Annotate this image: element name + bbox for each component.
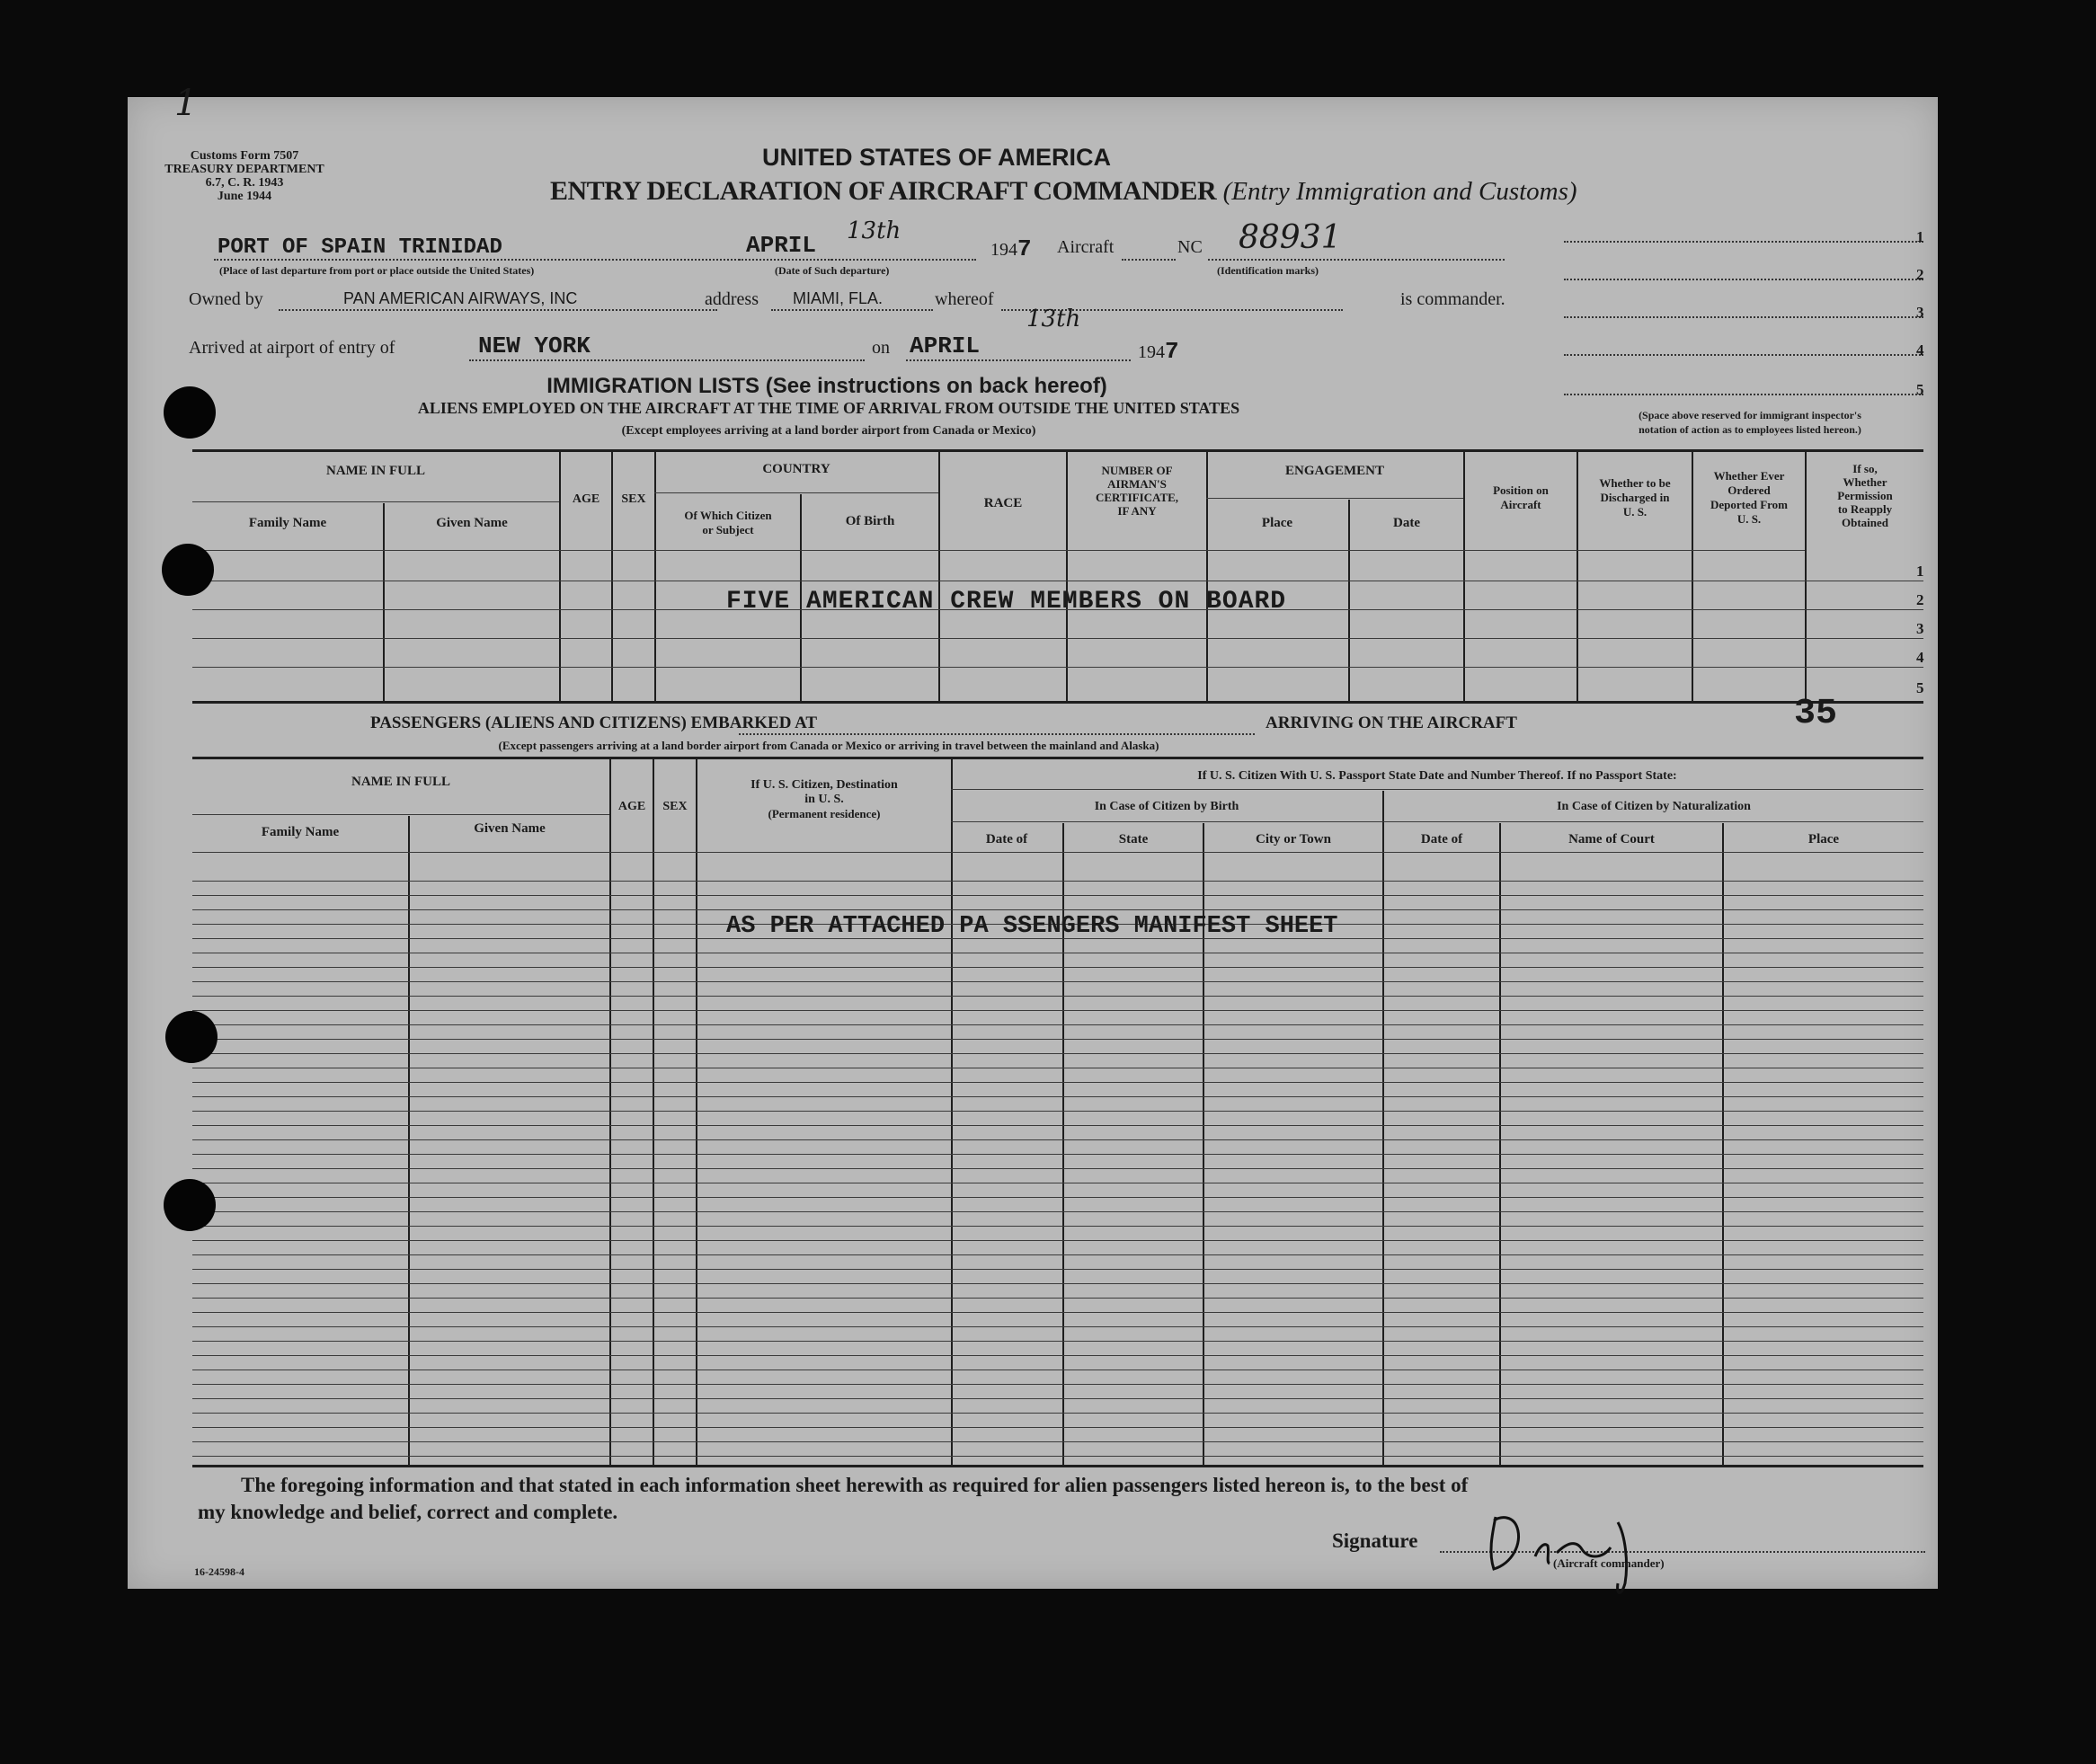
passengers-arriving: ARRIVING ON THE AIRCRAFT [1266,714,1517,732]
table-row [192,1197,1923,1198]
punch-hole [164,1179,216,1231]
crew-sex: SEX [621,492,646,506]
table-row [192,1413,1923,1414]
table-row [192,1082,1923,1083]
table-row [192,1240,1923,1241]
column-divider [1206,452,1208,701]
table-row [192,1441,1923,1442]
naturalization-date-of: Date of [1420,832,1463,847]
table-row [192,1254,1923,1255]
header-line: If so, [1852,462,1878,475]
arrival-airport-line [469,359,865,361]
crew-place: Place [1261,516,1293,530]
engagement-group-rule [1206,498,1463,499]
header-line: Aircraft [1500,498,1541,511]
passenger-destination [697,778,951,821]
immigration-title: IMMIGRATION LISTS (See instructions on back hereof) [546,374,1107,398]
citizen-group-rule [951,821,1923,822]
table-row [192,1139,1923,1140]
table-row [192,996,1923,997]
header-line: Whether [1843,475,1887,489]
aircraft-dots [1122,259,1176,261]
column-divider [696,759,697,1465]
arrival-label: Arrived at airport of entry of [189,338,395,358]
crew-family-name: Family Name [248,516,327,530]
crew-race: RACE [983,496,1023,510]
crew-country: COUNTRY [762,462,830,476]
declaration-form [128,83,1938,1589]
header-line: Whether Ever [1713,469,1785,483]
column-divider [1499,823,1501,1465]
crew-typed-entry: FIVE AMERICAN CREW MEMBERS ON BOARD [726,588,1287,616]
header-line: Position on [1493,483,1549,497]
table-row [192,1341,1923,1342]
header-line: Of Which Citizen [684,509,772,522]
table-row [192,638,1923,639]
table-row [192,1269,1923,1270]
crew-table-top-border [192,449,1923,452]
birth-date-of: Date of [985,832,1028,847]
header-line: U. S. [1736,512,1762,526]
arrival-day: 13th [1026,306,1081,332]
table-row [192,1168,1923,1169]
passenger-table-top-border [192,757,1923,759]
header-line: or Subject [702,523,754,536]
row-number: 4 [1916,341,1924,359]
form-title-line [550,176,1577,207]
header-line: NUMBER OF [1101,464,1173,477]
passenger-count: 35 [1794,694,1838,734]
crew-permission [1807,462,1923,529]
table-row [192,909,1923,910]
inspector-note [1562,408,1938,437]
departure-day: 13th [847,217,901,244]
signature-label: Signature [1332,1529,1418,1552]
table-row [192,1326,1923,1327]
crew-citizen-of [656,509,800,537]
header-line: If U. S. Citizen, Destination [750,778,898,792]
owner-address: MIAMI, FLA. [793,289,884,307]
row-number: 5 [1916,679,1924,696]
header-line: IF ANY [1117,504,1157,518]
passport-group-rule [951,789,1923,790]
owned-by-label: Owned by [189,289,263,309]
table-row [192,1211,1923,1212]
row-number: 5 [1916,381,1924,398]
row-number: 1 [1916,228,1924,245]
commander-signature [1467,1490,1701,1598]
table-row [192,1111,1923,1112]
inspector-note-line: notation of action as to employees listed hereon.) [1639,423,1861,436]
table-row [192,1384,1923,1385]
inspector-line [1564,394,1923,395]
naturalization-place: Place [1807,832,1840,847]
row-number: 2 [1916,266,1924,283]
punch-hole [165,1011,218,1063]
form-id-line: Customs Form 7507 [190,149,299,163]
form-id-line: 6.7, C. R. 1943 [205,176,284,190]
column-divider [1382,791,1384,1465]
inspector-note-line: (Space above reserved for immigrant inspector's [1639,409,1861,421]
name-group-rule [192,814,609,815]
table-row [192,881,1923,882]
header-line: Ordered [1727,483,1771,497]
corner-mark: 1 [174,83,198,124]
inspector-line [1564,241,1923,243]
departure-year [990,235,1032,262]
inspector-line [1564,316,1923,318]
table-row [192,1125,1923,1126]
crew-date: Date [1393,516,1420,530]
table-row [192,967,1923,968]
year-digit: 7 [1017,235,1032,262]
row-number: 3 [1916,304,1924,321]
passenger-family-name: Family Name [261,825,340,839]
row-number: 3 [1916,620,1924,637]
table-row [192,1355,1923,1356]
birth-city-or-town: City or Town [1256,832,1331,847]
passenger-given-name: Given Name [474,821,546,836]
table-row [192,1456,1923,1457]
header-line: Obtained [1841,516,1888,529]
passengers-title: PASSENGERS (ALIENS AND CITIZENS) EMBARKED AT [370,714,818,732]
form-number: 16-24598-4 [194,1565,244,1578]
form-id-block [155,149,334,203]
aircraft-number: 88931 [1239,219,1342,256]
table-row [192,1024,1923,1025]
column-divider [1722,823,1724,1465]
birth-state: State [1118,832,1149,847]
name-group-rule [192,501,559,502]
header-line: Discharged in [1600,491,1670,504]
column-divider [609,759,611,1465]
naturalization-court: Name of Court [1568,832,1655,847]
passport-header: If U. S. Citizen With U. S. Passport State Date and Number Thereof. If no Passport State: [1197,769,1677,783]
column-divider [611,452,613,701]
country-group-rule [654,492,938,493]
header-line: AIRMAN'S [1107,477,1167,491]
signature-caption: (Aircraft commander) [1553,1556,1665,1570]
year-digit: 7 [1165,338,1179,365]
table-row [192,1312,1923,1313]
table-row [192,1398,1923,1399]
column-divider [938,452,940,701]
table-row [192,1053,1923,1054]
table-row [192,1096,1923,1097]
departure-port-caption: (Place of last departure from port or place outside the United States) [219,264,535,277]
crew-age: AGE [572,492,600,506]
inspector-line [1564,354,1923,356]
aircraft-number-line [1208,259,1505,261]
row-number: 2 [1916,591,1924,608]
header-line: Deported From [1710,498,1789,511]
column-divider [559,452,561,701]
citizen-by-naturalization: In Case of Citizen by Naturalization [1557,800,1751,813]
table-row [192,981,1923,982]
address-label: address [705,289,759,309]
column-divider [951,759,953,1465]
passenger-name-in-full: NAME IN FULL [351,775,450,789]
passenger-sex: SEX [662,800,688,813]
header-line: Permission [1837,489,1893,502]
departure-date-caption: (Date of Such departure) [775,264,890,277]
crew-airman-certificate [1068,464,1206,518]
citizen-by-birth: In Case of Citizen by Birth [1094,800,1239,813]
crew-name-in-full: NAME IN FULL [325,464,425,478]
header-line: to Reapply [1837,502,1893,516]
crew-engagement: ENGAGEMENT [1284,464,1384,478]
column-divider [654,452,656,701]
passenger-header-bottom-rule [192,852,1923,853]
table-row [192,1226,1923,1227]
crew-discharged [1578,476,1692,519]
immigration-note: (Except employees arriving at a land border airport from Canada or Mexico) [621,424,1036,438]
table-row [192,1039,1923,1040]
departure-port: PORT OF SPAIN TRINIDAD [218,235,502,260]
immigration-subtitle: ALIENS EMPLOYED ON THE AIRCRAFT AT THE TIME OF ARRIVAL FROM OUTSIDE THE UNITED STATES [417,399,1240,417]
table-row [192,1010,1923,1011]
form-subtitle: (Entry Immigration and Customs) [1222,177,1577,206]
certification-line: my knowledge and belief, correct and complete. [198,1501,618,1523]
crew-position [1465,483,1576,512]
form-id-line: June 1944 [217,190,272,203]
departure-month: APRIL [746,232,817,259]
table-row [192,667,1923,668]
country-heading: UNITED STATES OF AMERICA [762,144,1111,171]
table-row [192,1427,1923,1428]
identification-caption: (Identification marks) [1217,264,1319,277]
header-line: U. S. [1622,505,1647,519]
arrival-year [1138,338,1179,365]
punch-hole [164,386,216,439]
departure-date-line [739,259,976,261]
column-divider [653,759,654,1465]
crew-given-name: Given Name [436,516,508,530]
table-row [192,1283,1923,1284]
nc-label: NC [1177,237,1203,257]
passenger-table-bottom-border [192,1465,1923,1467]
passenger-age: AGE [617,800,646,813]
row-number: 1 [1916,563,1924,580]
crew-of-birth: Of Birth [845,514,895,528]
crew-table-bottom-border [192,701,1923,704]
year-prefix: 194 [990,240,1017,260]
commander-label: is commander. [1400,289,1505,309]
inspector-line [1564,279,1923,280]
column-divider [408,816,410,1465]
year-prefix: 194 [1138,342,1165,362]
table-row [192,1298,1923,1299]
crew-deported [1693,469,1805,527]
header-line: CERTIFICATE, [1095,491,1179,504]
address-line [771,309,933,311]
arrival-month: APRIL [910,332,981,359]
punch-hole [162,544,214,596]
certification-line: The foregoing information and that stated in each information sheet herewith as required for alien passengers listed hereon is, to the best of [241,1474,1469,1496]
whereof-label: whereof [935,289,994,309]
column-divider [383,503,385,701]
owner-name: PAN AMERICAN AIRWAYS, INC [343,289,578,307]
owner-line [279,309,717,311]
row-number: 4 [1916,649,1924,666]
table-row [192,895,1923,896]
table-row [192,1154,1923,1155]
crew-header-bottom-rule [192,550,1805,551]
header-line: Whether to be [1599,476,1671,490]
form-id-line: TREASURY DEPARTMENT [164,163,324,176]
aircraft-label: Aircraft [1057,237,1115,257]
embarked-at-line [739,733,1255,735]
header-line: (Permanent residence) [768,807,881,820]
header-line: in U. S. [804,793,844,806]
passengers-note: (Except passengers arriving at a land border airport from Canada or Mexico or arriving in travel between the mainland and Alaska) [498,739,1159,752]
arrival-on-label: on [872,338,890,358]
arrival-date-line [906,359,1131,361]
form-title: ENTRY DECLARATION OF AIRCRAFT COMMANDER [550,176,1217,206]
arrival-airport: NEW YORK [478,332,591,359]
passenger-typed-entry: AS PER ATTACHED PA SSENGERS MANIFEST SHEET [726,913,1338,940]
